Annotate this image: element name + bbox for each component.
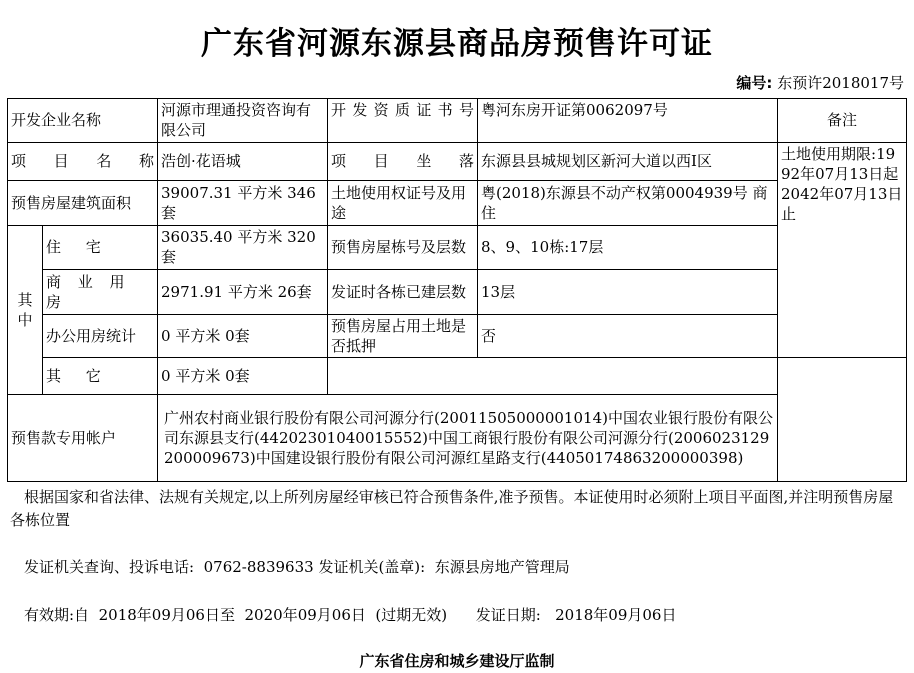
other-label: 其 它 bbox=[43, 358, 158, 394]
presale-area-label: 预售房屋建筑面积 bbox=[8, 181, 158, 226]
commercial-label: 商 业 用 房 bbox=[43, 270, 158, 315]
project-name-value: 浩创·花语城 bbox=[158, 142, 328, 181]
validity-to: 2020年09月06日 bbox=[244, 606, 366, 624]
certificate-number-value: 东预许2018017号 bbox=[777, 74, 904, 92]
residential-value: 36035.40 平方米 320套 bbox=[158, 225, 328, 270]
built-floors-label: 发证时各栋已建层数 bbox=[328, 270, 478, 315]
footer-supervisor: 广东省住房和城乡建设厅监制 bbox=[359, 652, 555, 670]
mortgage-value: 否 bbox=[478, 314, 778, 358]
contact-line bbox=[24, 556, 570, 577]
issue-date-label: 发证日期: bbox=[475, 606, 541, 624]
buildings-label: 预售房屋栋号及层数 bbox=[328, 225, 478, 270]
qualification-value: 粤河东房开证第0062097号 bbox=[478, 99, 778, 143]
phone-value: 0762-8839633 bbox=[203, 558, 314, 576]
account-label: 预售款专用帐户 bbox=[8, 394, 158, 481]
validity-from: 2018年09月06日至 bbox=[98, 606, 235, 624]
certificate-number-label: 编号: bbox=[736, 74, 773, 92]
qualification-label: 开 发 资 质 证 书 号 bbox=[328, 99, 478, 143]
issuer-label: 发证机关(盖章): bbox=[318, 558, 426, 576]
mortgage-label: 预售房屋占用土地是否抵押 bbox=[328, 314, 478, 358]
remarks-blank-lower bbox=[778, 358, 907, 482]
residential-label: 住 宅 bbox=[43, 225, 158, 270]
built-floors-value: 13层 bbox=[478, 270, 778, 315]
phone-label: 发证机关查询、投诉电话: bbox=[24, 558, 195, 576]
account-value: 广州农村商业银行股份有限公司河源分行(20011505000001014)中国农业银行股份有限公司东源县支行(44202301040015552)中国工商银行股份有限公司河源分行(2006023129200009673)中国建设银行股份有限公司河源红星路支行(44050174863200000398) bbox=[158, 394, 778, 481]
validity-line bbox=[24, 604, 676, 625]
developer-label: 开发企业名称 bbox=[8, 99, 158, 143]
presale-area-value: 39007.31 平方米 346套 bbox=[158, 181, 328, 226]
page-title: 广东省河源东源县商品房预售许可证 bbox=[201, 26, 713, 62]
remarks-label: 备注 bbox=[778, 99, 907, 143]
issue-date-value: 2018年09月06日 bbox=[555, 606, 677, 624]
office-value: 0 平方米 0套 bbox=[158, 314, 328, 358]
remarks-value: 土地使用期限:1992年07月13日起2042年07月13日止 bbox=[778, 142, 907, 358]
statement-text: 根据国家和省法律、法规有关规定,以上所列房屋经审核已符合预售条件,准予预售。本证使用时必须附上项目平面图,并注明预售房屋各栋位置 bbox=[10, 488, 894, 529]
other-blank bbox=[328, 358, 778, 394]
project-location-label: 项 目 坐 落 bbox=[328, 142, 478, 181]
project-location-value: 东源县县城规划区新河大道以西I区 bbox=[478, 142, 778, 181]
validity-label: 有效期:自 bbox=[24, 606, 90, 624]
other-value: 0 平方米 0套 bbox=[158, 358, 328, 394]
commercial-value: 2971.91 平方米 26套 bbox=[158, 270, 328, 315]
issuer-value: 东源县房地产管理局 bbox=[434, 558, 570, 576]
validity-note: (过期无效) bbox=[375, 606, 448, 624]
developer-value: 河源市理通投资咨询有限公司 bbox=[158, 99, 328, 143]
certificate-number bbox=[736, 72, 904, 93]
buildings-value: 8、9、10栋:17层 bbox=[478, 225, 778, 270]
land-cert-label: 土地使用权证号及用途 bbox=[328, 181, 478, 226]
permit-table bbox=[7, 98, 907, 482]
office-label: 办公用房统计 bbox=[43, 314, 158, 358]
land-cert-value: 粤(2018)东源县不动产权第0004939号 商住 bbox=[478, 181, 778, 226]
project-name-label: 项 目 名 称 bbox=[8, 142, 158, 181]
among-label: 其中 bbox=[8, 225, 43, 394]
